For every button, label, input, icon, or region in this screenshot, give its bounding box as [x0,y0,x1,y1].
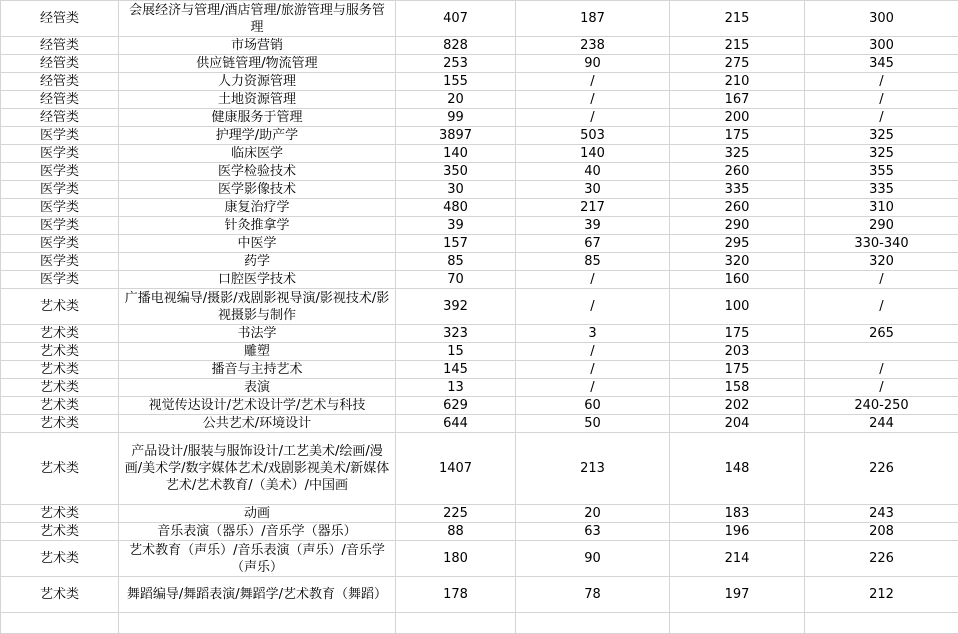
category-cell: 艺术类 [1,325,119,343]
value-cell-4: 310 [805,199,958,217]
table-row [1,109,958,127]
major-cell: 土地资源管理 [119,91,396,109]
value-cell-4: 330-340 [805,235,958,253]
table-row [1,235,958,253]
table-row [1,145,958,163]
major-cell: 播音与主持艺术 [119,361,396,379]
table-row [1,415,958,433]
major-cell: 书法学 [119,325,396,343]
value-cell-3: 214 [670,541,805,577]
table-row [1,379,958,397]
category-cell: 医学类 [1,199,119,217]
value-cell-1: 155 [396,73,516,91]
table-row [1,289,958,325]
value-cell-1: 3897 [396,127,516,145]
value-cell-3: 295 [670,235,805,253]
value-cell-2: 213 [516,433,670,505]
value-cell-2: 3 [516,325,670,343]
major-cell: 动画 [119,505,396,523]
value-cell-4: / [805,271,958,289]
value-cell-1: 140 [396,145,516,163]
category-cell: 艺术类 [1,343,119,361]
value-cell-4: / [805,73,958,91]
category-cell: 经管类 [1,1,119,37]
category-cell: 医学类 [1,181,119,199]
value-cell-3: 215 [670,1,805,37]
value-cell-3: 275 [670,55,805,73]
value-cell-1: 350 [396,163,516,181]
value-cell-2: 90 [516,55,670,73]
major-cell: 药学 [119,253,396,271]
category-cell: 艺术类 [1,433,119,505]
value-cell-1: 20 [396,91,516,109]
value-cell-3: 183 [670,505,805,523]
value-cell-3: 100 [670,289,805,325]
category-cell: 医学类 [1,253,119,271]
value-cell-3: 210 [670,73,805,91]
major-cell: 康复治疗学 [119,199,396,217]
category-cell: 艺术类 [1,505,119,523]
value-cell-1: 828 [396,37,516,55]
table-row [1,127,958,145]
major-cell: 表演 [119,379,396,397]
value-cell-2: / [516,343,670,361]
value-cell-2: 90 [516,541,670,577]
value-cell-3: 260 [670,163,805,181]
value-cell-1: 85 [396,253,516,271]
value-cell-2: / [516,361,670,379]
value-cell-1: 480 [396,199,516,217]
value-cell-2: 85 [516,253,670,271]
major-cell: 健康服务于管理 [119,109,396,127]
value-cell-2: 60 [516,397,670,415]
table-row [1,325,958,343]
major-cell: 舞蹈编导/舞蹈表演/舞蹈学/艺术教育（舞蹈） [119,577,396,613]
value-cell-3: 203 [670,343,805,361]
value-cell-2: 20 [516,505,670,523]
value-cell-4: 208 [805,523,958,541]
table-row [1,73,958,91]
major-cell: 针灸推拿学 [119,217,396,235]
category-cell: 艺术类 [1,379,119,397]
value-cell-4: / [805,289,958,325]
major-cell: 音乐表演（器乐）/音乐学（器乐） [119,523,396,541]
category-cell: 艺术类 [1,397,119,415]
value-cell-2: 30 [516,181,670,199]
table-row [1,1,958,37]
value-cell-4: 300 [805,37,958,55]
value-cell-3: 167 [670,91,805,109]
value-cell-2: / [516,271,670,289]
major-cell: 中医学 [119,235,396,253]
value-cell-1: 225 [396,505,516,523]
value-cell-3: 202 [670,397,805,415]
value-cell-2: 238 [516,37,670,55]
value-cell-3: 290 [670,217,805,235]
category-cell: 艺术类 [1,361,119,379]
table-row [1,163,958,181]
category-cell: 艺术类 [1,523,119,541]
value-cell-1: 88 [396,523,516,541]
value-cell-4: 300 [805,1,958,37]
category-cell: 艺术类 [1,577,119,613]
value-cell-4: 212 [805,577,958,613]
value-cell-4: 244 [805,415,958,433]
value-cell-1: 253 [396,55,516,73]
table-row [1,199,958,217]
table-row [1,217,958,235]
value-cell-2: 50 [516,415,670,433]
category-cell: 经管类 [1,37,119,55]
value-cell-4: / [805,361,958,379]
category-cell: 经管类 [1,91,119,109]
value-cell-3: 215 [670,37,805,55]
table-row [1,343,958,361]
value-cell-2: 67 [516,235,670,253]
value-cell-3: 320 [670,253,805,271]
value-cell-1: 30 [396,181,516,199]
category-cell: 医学类 [1,127,119,145]
major-cell: 会展经济与管理/酒店管理/旅游管理与服务管理 [119,1,396,37]
value-cell-3: 325 [670,145,805,163]
category-cell: 经管类 [1,109,119,127]
value-cell-2: / [516,289,670,325]
major-cell: 公共艺术/环境设计 [119,415,396,433]
value-cell-3: 335 [670,181,805,199]
value-cell-4: 325 [805,127,958,145]
value-cell-1: 99 [396,109,516,127]
value-cell-2: 63 [516,523,670,541]
value-cell-1: 70 [396,271,516,289]
value-cell-1: 323 [396,325,516,343]
table-row [1,253,958,271]
value-cell-1: 1407 [396,433,516,505]
value-cell-2: / [516,109,670,127]
value-cell-4: / [805,109,958,127]
table-row [1,181,958,199]
major-cell: 口腔医学技术 [119,271,396,289]
value-cell-1: 178 [396,577,516,613]
value-cell-2: 39 [516,217,670,235]
major-cell: 视觉传达设计/艺术设计学/艺术与科技 [119,397,396,415]
value-cell-1: 629 [396,397,516,415]
table-row [1,271,958,289]
value-cell-4: 320 [805,253,958,271]
value-cell-4 [805,343,958,361]
major-cell: 医学检验技术 [119,163,396,181]
value-cell-1: 644 [396,415,516,433]
major-cell: 雕塑 [119,343,396,361]
value-cell-1: 407 [396,1,516,37]
value-cell-4: 355 [805,163,958,181]
value-cell-2: 40 [516,163,670,181]
category-cell: 艺术类 [1,289,119,325]
value-cell-4: 226 [805,433,958,505]
value-cell-2: / [516,379,670,397]
value-cell-1: 13 [396,379,516,397]
value-cell-3: 200 [670,109,805,127]
value-cell-2: / [516,73,670,91]
value-cell-4: 243 [805,505,958,523]
table-row [1,541,958,577]
value-cell-3: 204 [670,415,805,433]
value-cell-1: 39 [396,217,516,235]
value-cell-4: / [805,91,958,109]
value-cell-1: 180 [396,541,516,577]
major-cell: 产品设计/服装与服饰设计/工艺美术/绘画/漫画/美术学/数字媒体艺术/戏剧影视美术/新媒体艺术/艺术教育/（美术）/中国画 [119,433,396,505]
table-row [1,91,958,109]
category-cell: 医学类 [1,235,119,253]
major-cell: 广播电视编导/摄影/戏剧影视导演/影视技术/影视摄影与制作 [119,289,396,325]
value-cell-4: 325 [805,145,958,163]
major-cell: 护理学/助产学 [119,127,396,145]
major-cell: 供应链管理/物流管理 [119,55,396,73]
category-cell: 艺术类 [1,415,119,433]
value-cell-4: 240-250 [805,397,958,415]
category-cell: 医学类 [1,145,119,163]
value-cell-2: 78 [516,577,670,613]
category-cell: 经管类 [1,55,119,73]
category-cell: 经管类 [1,73,119,91]
major-cell: 人力资源管理 [119,73,396,91]
value-cell-1: 15 [396,343,516,361]
value-cell-3: 196 [670,523,805,541]
value-cell-3: 197 [670,577,805,613]
value-cell-2: 140 [516,145,670,163]
major-cell: 市场营销 [119,37,396,55]
value-cell-4: 345 [805,55,958,73]
table-row [1,361,958,379]
table-row [1,433,958,505]
value-cell-3: 175 [670,127,805,145]
value-cell-2: / [516,91,670,109]
table-row [1,523,958,541]
table-row [1,577,958,613]
value-cell-1: 392 [396,289,516,325]
value-cell-1: 157 [396,235,516,253]
table-row [1,397,958,415]
major-cell: 医学影像技术 [119,181,396,199]
category-cell: 医学类 [1,271,119,289]
category-cell: 医学类 [1,217,119,235]
value-cell-1: 145 [396,361,516,379]
value-cell-2: 503 [516,127,670,145]
value-cell-4: 290 [805,217,958,235]
value-cell-3: 260 [670,199,805,217]
table-row [1,37,958,55]
category-cell: 医学类 [1,163,119,181]
major-cell: 艺术教育（声乐）/音乐表演（声乐）/音乐学（声乐） [119,541,396,577]
table-body [1,1,958,634]
value-cell-4: 226 [805,541,958,577]
value-cell-3: 160 [670,271,805,289]
value-cell-4: 335 [805,181,958,199]
category-cell: 艺术类 [1,541,119,577]
table-row [1,55,958,73]
value-cell-3: 158 [670,379,805,397]
value-cell-3: 148 [670,433,805,505]
value-cell-3: 175 [670,325,805,343]
major-cell: 临床医学 [119,145,396,163]
value-cell-4: / [805,379,958,397]
value-cell-4: 265 [805,325,958,343]
value-cell-2: 217 [516,199,670,217]
value-cell-3: 175 [670,361,805,379]
table-row [1,505,958,523]
value-cell-2: 187 [516,1,670,37]
